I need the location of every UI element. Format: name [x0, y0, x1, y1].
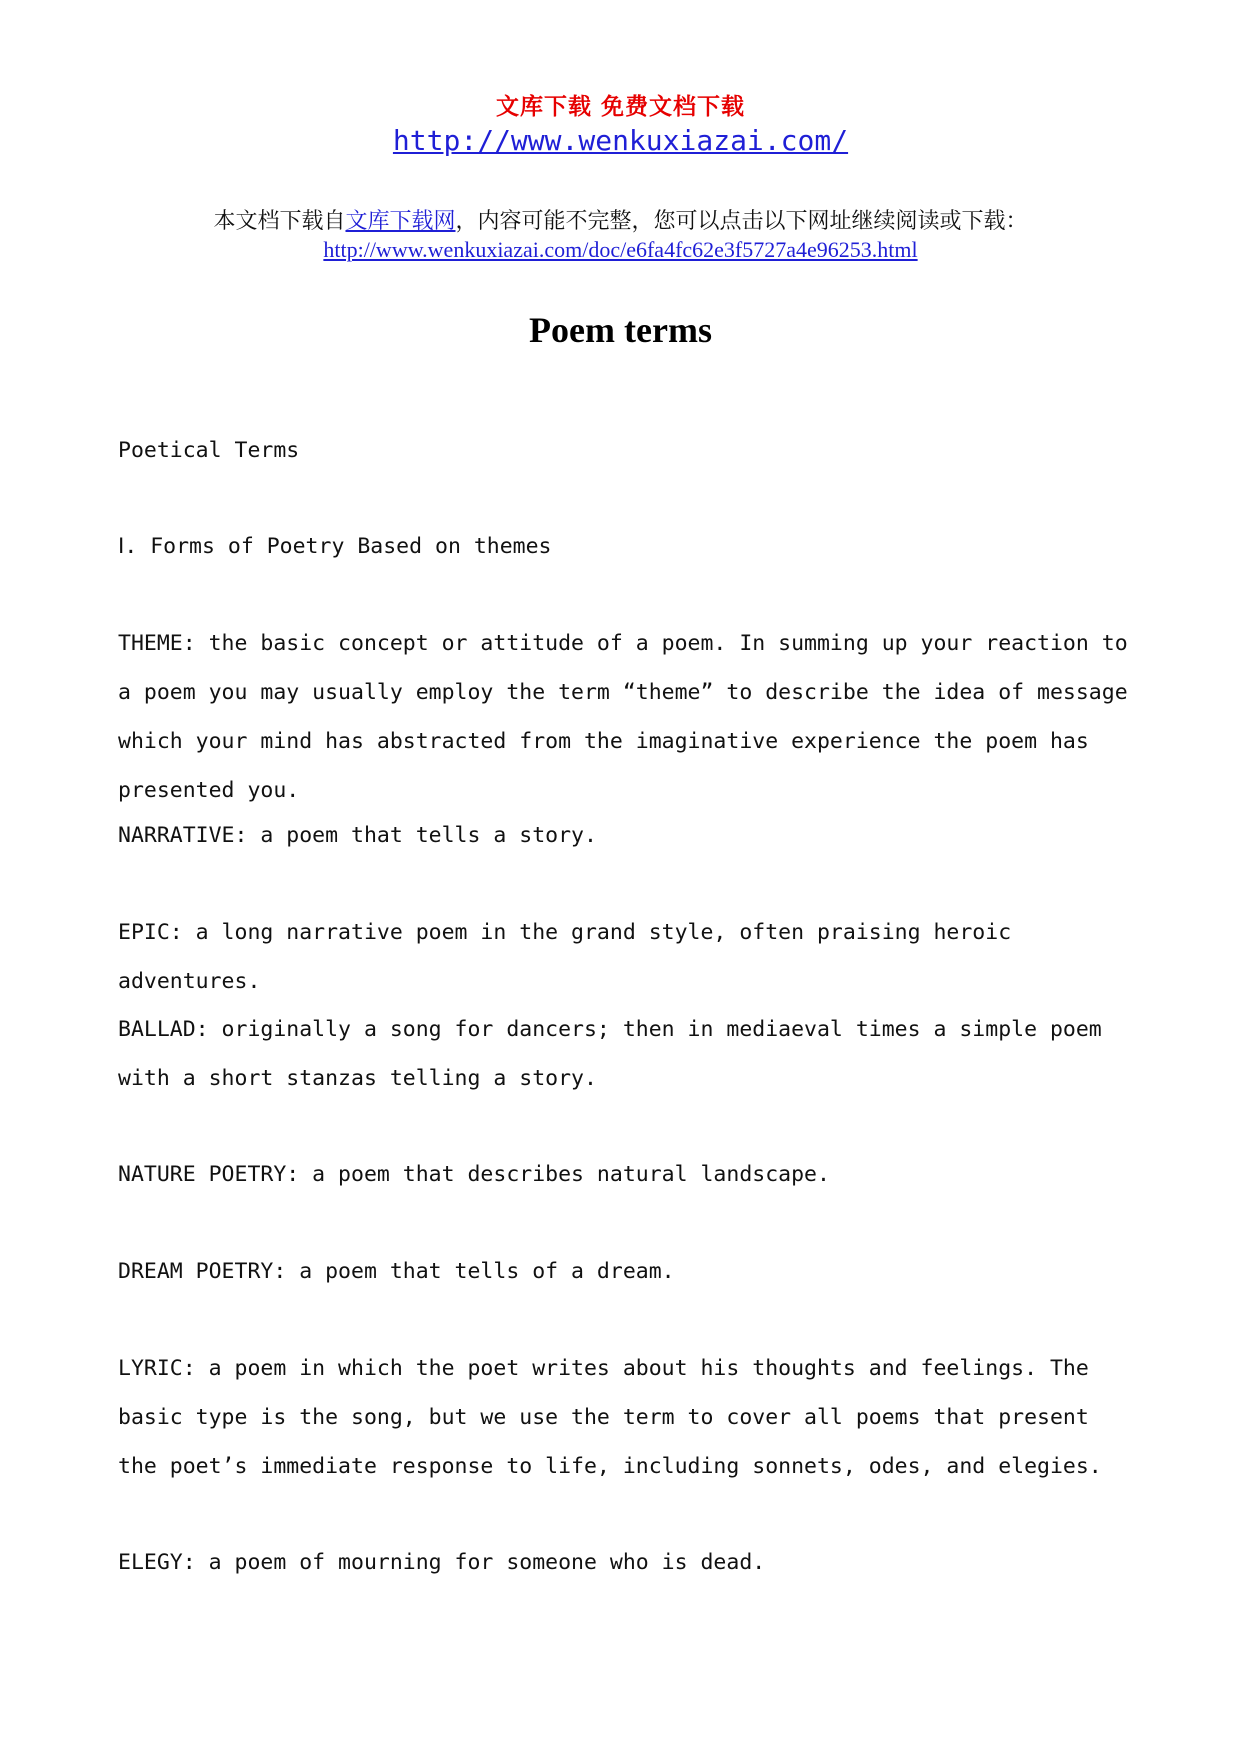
site-url-link[interactable]: http://www.wenkuxiazai.com/ [392, 124, 849, 157]
paragraph-ballad: BALLAD: originally a song for dancers; then in mediaeval times a simple poem with a short stanzas telling a story. [118, 1017, 1102, 1091]
notice-prefix: 本文档下载自 [213, 209, 346, 234]
site-banner-title: 文库下载 免费文档下载 [495, 94, 745, 120]
site-name-link[interactable]: 文库下载网 [345, 209, 456, 234]
download-notice [0, 204, 1241, 235]
paragraph-theme: THEME: the basic concept or attitude of a poem. In summing up your reaction to a poem you may usually employ the term “theme” to describe the idea of message which your mind has abstracted from the imaginative experience the poem has presented you. [118, 631, 1128, 803]
paragraph-lyric: LYRIC: a poem in which the poet writes about his thoughts and feelings. The basic type is the song, but we use the term to cover all poems that present the poet’s immediate response to life, including sonnets, odes, and elegies. [118, 1356, 1102, 1479]
paragraph-dream-poetry: DREAM POETRY: a poem that tells of a dream. [118, 1259, 675, 1284]
notice-suffix: ，内容可能不完整，您可以点击以下网址继续阅读或下载： [455, 209, 1028, 234]
paragraph-epic: EPIC: a long narrative poem in the grand style, often praising heroic adventures. [118, 920, 1012, 994]
paragraph-elegy: ELEGY: a poem of mourning for someone who is dead. [118, 1550, 766, 1575]
document-title: Poem terms [529, 310, 712, 350]
paragraph-section-heading: Ⅰ. Forms of Poetry Based on themes [118, 534, 552, 559]
paragraph-narrative: NARRATIVE: a poem that tells a story. [118, 823, 597, 848]
paragraph-poetical-terms: Poetical Terms [118, 438, 300, 463]
document-url-link[interactable]: http://www.wenkuxiazai.com/doc/e6fa4fc62e3f5727a4e96253.html [323, 237, 918, 262]
paragraph-nature-poetry: NATURE POETRY: a poem that describes natural landscape. [118, 1162, 830, 1187]
